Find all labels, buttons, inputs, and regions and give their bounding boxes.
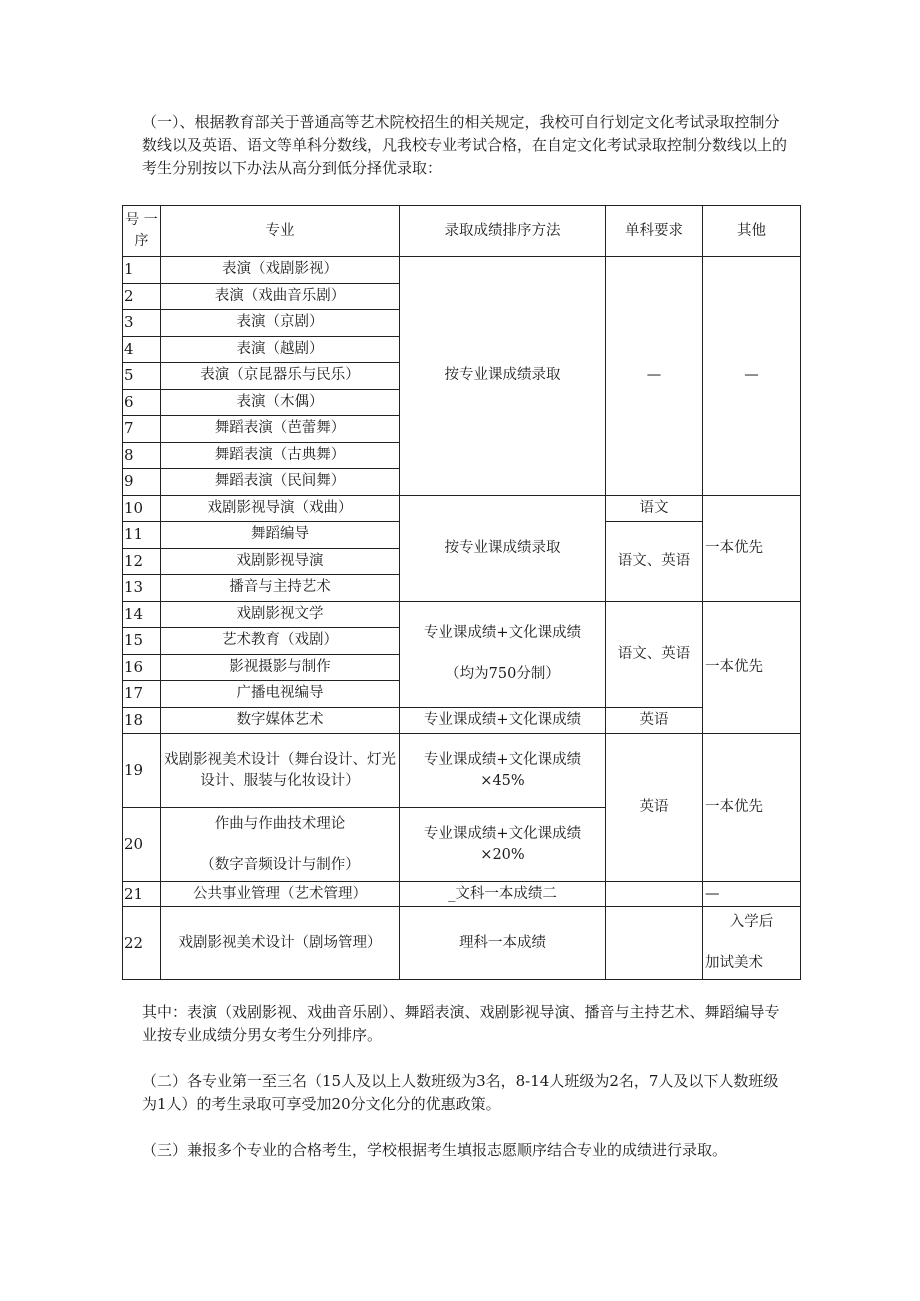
row-major: 舞蹈表演（民间舞） xyxy=(161,469,400,496)
row-number: 13 xyxy=(123,575,161,602)
single-cell: 语文、英语 xyxy=(606,601,703,707)
row-major: 戏剧影视美术设计（舞台设计、灯光设计、服装与化妆设计） xyxy=(161,734,400,808)
row-major: 表演（京剧） xyxy=(161,310,400,337)
multi-major-paragraph: （三）兼报多个专业的合格考生，学校根据考生填报志愿顺序结合专业的成绩进行录取。 xyxy=(142,1141,728,1159)
row-major: 数字媒体艺术 xyxy=(161,707,400,734)
bonus-paragraph: （二）各专业第一至三名（15人及以上人数班级为3名，8-14人班级为2名，7人及以下人数班级为1人）的考生录取可享受加20分文化分的优惠政策。 xyxy=(142,1072,779,1113)
major-line: （数字音频设计与制作） xyxy=(200,856,360,873)
other-cell: 一本优先 xyxy=(703,734,801,882)
major-line: 作曲与作曲技术理论 xyxy=(214,815,346,832)
method-cell: _文科一本成绩二 xyxy=(400,882,606,907)
single-cell: — xyxy=(606,257,703,496)
row-major: 表演（木偶） xyxy=(161,389,400,416)
single-cell: 英语 xyxy=(606,734,703,882)
row-number: 20 xyxy=(123,808,161,882)
method-line: 专业课成绩+文化课成绩 xyxy=(423,625,582,641)
table-row xyxy=(123,882,801,907)
row-number: 1 xyxy=(123,257,161,284)
single-cell xyxy=(606,882,703,907)
single-cell: 语文 xyxy=(606,495,703,522)
row-number: 2 xyxy=(123,283,161,310)
method-cell: 专业课成绩+文化课成绩 xyxy=(400,707,606,734)
row-major: 戏剧影视美术设计（剧场管理） xyxy=(161,907,400,980)
header-number: 号 一 序 xyxy=(123,206,161,257)
note-paragraph: 其中：表演（戏剧影视、戏曲音乐剧）、舞蹈表演、戏剧影视导演、播音与主持艺术、舞蹈编导专业按专业成绩分男女考生分列排序。 xyxy=(142,1003,780,1044)
header-single: 单科要求 xyxy=(606,206,703,257)
table-row xyxy=(123,257,801,284)
other-line: 入学后 xyxy=(729,914,774,930)
row-major: 戏剧影视导演 xyxy=(161,548,400,575)
row-number: 5 xyxy=(123,363,161,390)
row-number: 16 xyxy=(123,654,161,681)
row-number: 8 xyxy=(123,442,161,469)
row-major: 舞蹈表演（芭蕾舞） xyxy=(161,416,400,443)
other-cell: 一本优先 xyxy=(703,495,801,601)
other-cell: — xyxy=(703,257,801,496)
row-major: 表演（戏剧影视） xyxy=(161,257,400,284)
intro-paragraph: （一）、根据教育部关于普通高等艺术院校招生的相关规定，我校可自行划定文化考试录取控制分数线以及英语、语文等单科分数线，凡我校专业考试合格，在自定文化考试录取控制分数线以上的考生分别按以下办法从高分到低分择优录取： xyxy=(142,113,788,177)
method-cell: 专业课成绩+文化课成绩×45% xyxy=(400,734,606,808)
other-line: 加试美术 xyxy=(705,955,763,971)
table-header-row xyxy=(123,206,801,257)
row-number: 11 xyxy=(123,522,161,549)
row-number: 12 xyxy=(123,548,161,575)
table-row xyxy=(123,495,801,522)
header-other: 其他 xyxy=(703,206,801,257)
row-major: 表演（越剧） xyxy=(161,336,400,363)
table-row xyxy=(123,707,801,734)
row-number: 15 xyxy=(123,628,161,655)
method-cell: 理科一本成绩 xyxy=(400,907,606,980)
row-number: 21 xyxy=(123,882,161,907)
table-row xyxy=(123,907,801,980)
row-number: 18 xyxy=(123,707,161,734)
row-number: 17 xyxy=(123,681,161,708)
table-row xyxy=(123,734,801,808)
row-number: 4 xyxy=(123,336,161,363)
row-number: 19 xyxy=(123,734,161,808)
row-number: 6 xyxy=(123,389,161,416)
row-number: 9 xyxy=(123,469,161,496)
row-major: 广播电视编导 xyxy=(161,681,400,708)
other-cell: — xyxy=(703,882,801,907)
row-major xyxy=(161,808,400,882)
other-cell: 一本优先 xyxy=(703,601,801,734)
header-method: 录取成绩排序方法 xyxy=(400,206,606,257)
table-row xyxy=(123,601,801,628)
row-number: 7 xyxy=(123,416,161,443)
single-cell: 语文、英语 xyxy=(606,522,703,602)
row-major: 表演（京昆器乐与民乐） xyxy=(161,363,400,390)
row-number: 10 xyxy=(123,495,161,522)
row-major: 公共事业管理（艺术管理） xyxy=(161,882,400,907)
other-cell xyxy=(703,907,801,980)
method-line: （均为750分制） xyxy=(445,666,560,682)
row-number: 3 xyxy=(123,310,161,337)
method-cell xyxy=(400,601,606,707)
row-major: 舞蹈表演（古典舞） xyxy=(161,442,400,469)
header-major: 专业 xyxy=(161,206,400,257)
row-major: 戏剧影视文学 xyxy=(161,601,400,628)
method-cell: 按专业课成绩录取 xyxy=(400,257,606,496)
row-major: 影视摄影与制作 xyxy=(161,654,400,681)
row-number: 14 xyxy=(123,601,161,628)
row-number: 22 xyxy=(123,907,161,980)
method-cell: 按专业课成绩录取 xyxy=(400,495,606,601)
method-cell: 专业课成绩+文化课成绩×20% xyxy=(400,808,606,882)
row-major: 舞蹈编导 xyxy=(161,522,400,549)
row-major: 表演（戏曲音乐剧） xyxy=(161,283,400,310)
single-cell xyxy=(606,907,703,980)
row-major: 播音与主持艺术 xyxy=(161,575,400,602)
row-major: 戏剧影视导演（戏曲） xyxy=(161,495,400,522)
single-cell: 英语 xyxy=(606,707,703,734)
admission-rules-table xyxy=(122,205,801,980)
row-major: 艺术教育（戏剧） xyxy=(161,628,400,655)
